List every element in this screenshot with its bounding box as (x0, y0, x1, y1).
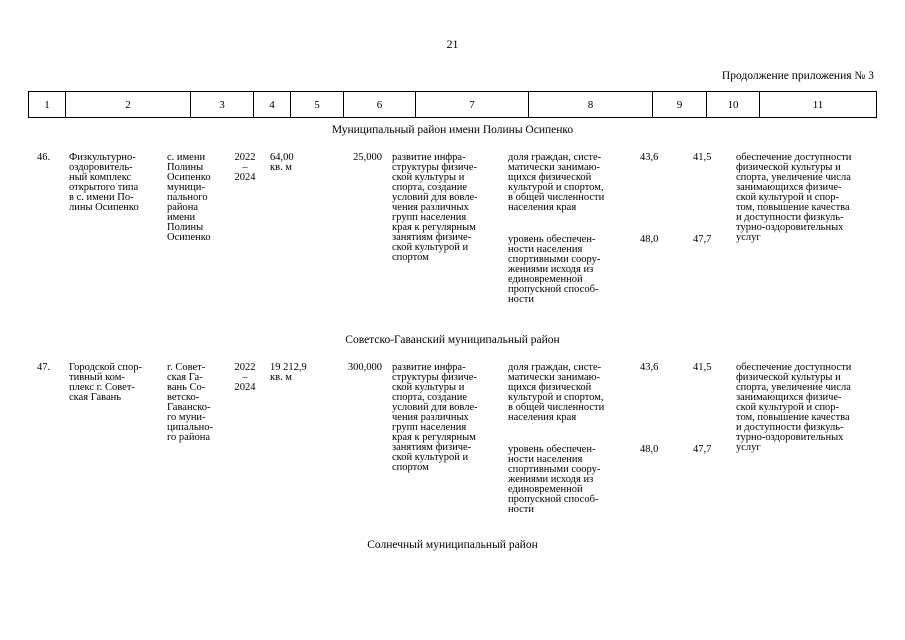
indicator-1: доля граждан, систе- матически занимаю- щихся физической культурой и спортом, в общей численности населения края (508, 152, 605, 213)
expected-result: обеспечение доступности физической культуры и спорта, увеличение числа занимающихся физиче- ской культурой и спор- том, повышение качества и доступности физкуль- турно-оздоровительных услуг (736, 152, 852, 243)
value-col10-b: 47,7 (693, 444, 712, 455)
object-name: Физкультурно- оздоровитель- ный комплекс открытого типа в с. имени По- лины Осипенко (69, 152, 139, 213)
capacity: 19 212,9 кв. м (270, 362, 307, 383)
goal: развитие инфра- структуры физиче- ской культуры и спорта, создание условий для вовле- чения различных групп населения края к регулярным занятиям физиче- ской культурой и спортом (392, 152, 478, 263)
goal: развитие инфра- структуры физиче- ской культуры и спорта, создание условий для вовле- чения различных групп населения края к регулярным занятиям физиче- ской культурой и спортом (392, 362, 478, 473)
col-header-3: 3 (191, 92, 254, 117)
row-number: 46. (37, 152, 51, 163)
cost: 300,000 (347, 362, 382, 373)
object-location: г. Совет- ская Га- вань Со- ветско- Гаванско- го муни- ципально- го района (167, 362, 214, 443)
col-header-5: 5 (291, 92, 344, 117)
continuation-note: Продолжение приложения № 3 (721, 70, 874, 82)
section-title: Муниципальный район имени Полины Осипенко (331, 124, 574, 136)
implementation-years: 2022 – 2024 (234, 152, 256, 183)
value-col9-a: 43,6 (640, 152, 659, 163)
col-header-4: 4 (254, 92, 291, 117)
col-header-10: 10 (707, 92, 760, 117)
value-col9-a: 43,6 (640, 362, 659, 373)
section-title: Солнечный муниципальный район (367, 539, 538, 551)
row-number: 47. (37, 362, 51, 373)
indicator-2: уровень обеспечен- ности населения спортивными соору- жениями исходя из единовременной пропускной способ- ности (508, 444, 601, 515)
section-title: Советско-Гаванский муниципальный район (345, 334, 560, 346)
object-location: с. имени Полины Осипенко муници- пального района имени Полины Осипенко (167, 152, 211, 243)
col-header-11: 11 (760, 92, 877, 117)
value-col10-b: 47,7 (693, 234, 712, 245)
value-col10-a: 41,5 (693, 152, 712, 163)
value-col10-a: 41,5 (693, 362, 712, 373)
col-header-7: 7 (416, 92, 529, 117)
col-header-2: 2 (66, 92, 191, 117)
col-header-8: 8 (529, 92, 653, 117)
col-header-9: 9 (653, 92, 707, 117)
expected-result: обеспечение доступности физической культуры и спорта, увеличение числа занимающихся физиче- ской культурой и спор- том, повышение качества и доступности физкуль- турно-оздоровительных услуг (736, 362, 852, 453)
cost: 25,000 (353, 152, 382, 163)
object-name: Городской спор- тивный ком- плекс г. Совет- ская Гавань (69, 362, 142, 403)
col-header-1: 1 (28, 92, 66, 117)
page-number: 21 (446, 37, 459, 51)
capacity: 64,00 кв. м (270, 152, 294, 173)
table-header (28, 91, 877, 118)
indicator-1: доля граждан, систе- матически занимаю- щихся физической культурой и спортом, в общей численности населения края (508, 362, 605, 423)
value-col9-b: 48,0 (640, 234, 659, 245)
col-header-6: 6 (344, 92, 416, 117)
value-col9-b: 48,0 (640, 444, 659, 455)
implementation-years: 2022 – 2024 (234, 362, 256, 393)
indicator-2: уровень обеспечен- ности населения спортивными соору- жениями исходя из единовременной пропускной способ- ности (508, 234, 601, 305)
